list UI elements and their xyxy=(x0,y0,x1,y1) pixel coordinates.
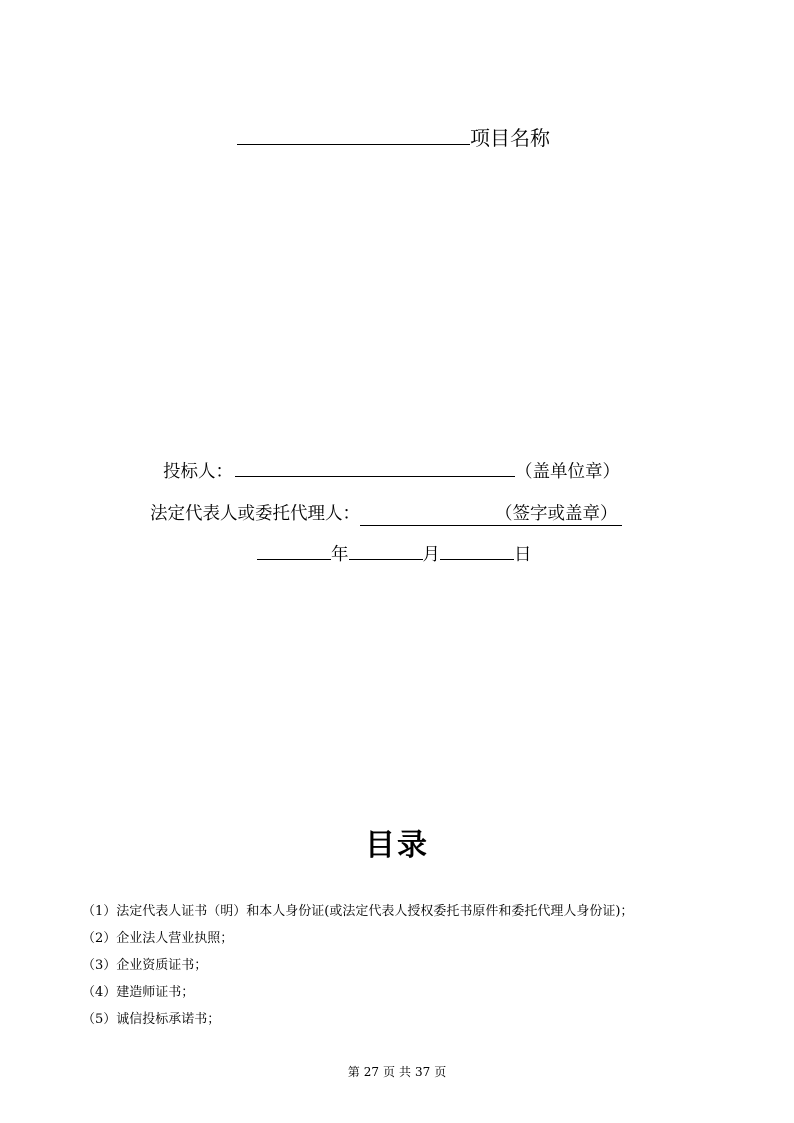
page-prefix: 第 xyxy=(347,1065,360,1079)
bidder-seal-note: （盖单位章） xyxy=(515,462,620,482)
toc-item: （3）企业资质证书； xyxy=(82,958,208,973)
toc-list xyxy=(82,898,633,1033)
day-blank[interactable] xyxy=(440,558,514,560)
page-word: 页 xyxy=(382,1065,395,1079)
bidder-label: 投标人： xyxy=(163,462,233,482)
month-blank[interactable] xyxy=(349,558,423,560)
toc-item: （5）诚信投标承诺书； xyxy=(82,1012,221,1027)
project-name-line xyxy=(237,124,550,152)
month-label: 月 xyxy=(422,545,440,565)
toc-title: 目录 xyxy=(365,828,429,863)
page-footer xyxy=(0,1064,794,1080)
representative-label: 法定代表人或委托代理人： xyxy=(150,504,360,524)
total-pages: 37 xyxy=(415,1065,431,1079)
toc-item: （2）企业法人营业执照； xyxy=(82,931,234,946)
total-suffix: 页 xyxy=(434,1065,447,1079)
project-name-label: 项目名称 xyxy=(470,126,550,150)
project-name-blank[interactable] xyxy=(237,143,470,145)
bidder-row xyxy=(163,460,620,484)
total-prefix: 共 xyxy=(399,1065,412,1079)
representative-row xyxy=(150,502,622,526)
bidder-blank[interactable] xyxy=(235,475,515,477)
year-blank[interactable] xyxy=(257,558,331,560)
representative-signature-blank[interactable] xyxy=(360,503,622,526)
day-label: 日 xyxy=(514,545,532,565)
date-row xyxy=(257,543,532,567)
toc-item: （1）法定代表人证书（明）和本人身份证(或法定代表人授权委托书原件和委托代理人身份证)； xyxy=(82,904,634,919)
representative-sign-note: （签字或盖章） xyxy=(495,504,618,524)
toc-item: （4）建造师证书； xyxy=(82,985,195,1000)
year-label: 年 xyxy=(331,545,349,565)
page-number: 27 xyxy=(363,1065,379,1079)
